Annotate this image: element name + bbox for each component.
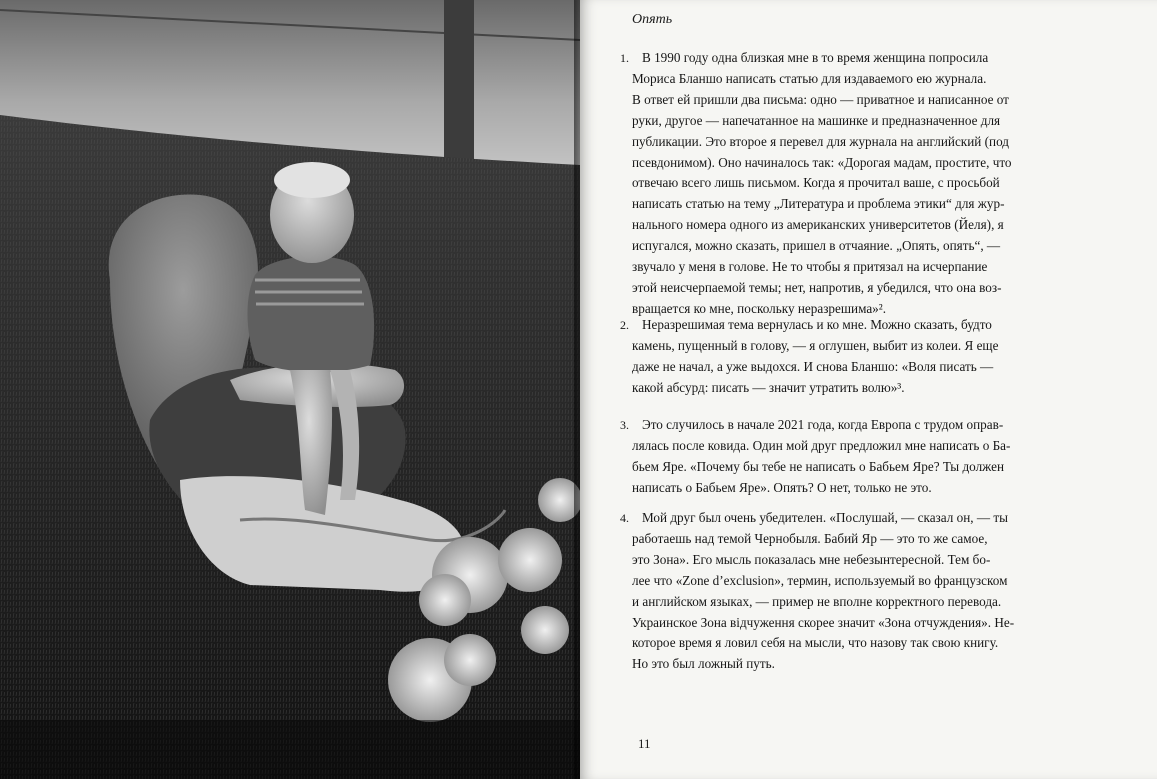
text-line: камень, пущенный в голову, — я оглушен, выбит из колеи. Я еще (632, 337, 999, 353)
text-line: какой абсурд: писать — значит утратить волю»³. (632, 379, 905, 395)
text-line: вращается ко мне, поскольку неразрешима»². (632, 300, 887, 316)
text-line: бьем Яре. «Почему бы тебе не написать о Бабьем Яре? Ты должен (632, 458, 1005, 474)
paragraph-1 (620, 48, 1012, 320)
text-line: даже не начал, а уже выдохся. И снова Бланшо: «Воля писать — (632, 358, 994, 374)
text-line: нального номера одного из американских университетов (Йеля), я (632, 217, 1004, 233)
text-line: публикации. Это второе я перевел для журнала на английский (под (632, 133, 1009, 149)
text-line: Мориса Бланшо написать статью для издаваемого ею журнала. (632, 70, 987, 86)
text-line: В ответ ей пришли два письма: одно — приватное и написанное от (632, 91, 1009, 107)
paragraph-2 (620, 315, 1004, 399)
paragraph-number: 4. (620, 511, 629, 525)
paragraph-number: 3. (620, 418, 629, 432)
text-line: работаешь над темой Чернобыля. Бабий Яр — это то же самое, (632, 530, 988, 546)
paragraph-4 (620, 508, 1015, 675)
text-line: написать о Бабьем Яре». Опять? О нет, только не это. (632, 479, 932, 495)
text-line: которое время я ловил себя на мысли, что назову так свою книгу. (632, 635, 999, 651)
text-line: звучало у меня в голове. Не то чтобы я притязал на исчерпание (632, 259, 988, 275)
paragraph-3 (620, 415, 1011, 499)
text-line: этой неисчерпаемой темы; нет, напротив, я убедился, что она воз- (632, 279, 1002, 295)
paragraph-number: 1. (620, 51, 629, 65)
text-line: испугался, можно сказать, пришел в отчаяние. „Опять, опять“, — (632, 238, 1001, 254)
text-line: Это случилось в начале 2021 года, когда Европа с трудом оправ- (642, 417, 1004, 432)
paragraph-number: 2. (620, 318, 629, 332)
text-line: это Зона». Его мысль показалась мне небезынтересной. Тем бо- (632, 551, 991, 567)
text-line: Но это был ложный путь. (632, 656, 775, 672)
page-number: 11 (638, 736, 651, 751)
text-line: лялась после ковида. Один мой друг предложил мне написать о Ба- (632, 437, 1011, 453)
text-line: Мой друг был очень убедителен. «Послушай, — сказал он, — ты (642, 510, 1008, 525)
text-line: написать статью на тему „Литература и проблема этики“ для жур- (632, 196, 1005, 212)
text-line: и английском языках, — пример не вполне корректного перевода. (632, 593, 1002, 609)
text-line: псевдонимом). Оно начиналось так: «Дорогая мадам, простите, что (632, 154, 1012, 170)
text-page (580, 0, 1157, 779)
text-line: Украинское Зона відчуження скорее значит «Зона отчуждения». Не- (632, 614, 1015, 630)
text-line: В 1990 году одна близкая мне в то время женщина попросила (642, 50, 989, 65)
text-line: руки, другое — напечатанное на машинке и предназначенное для (632, 112, 1001, 128)
text-line: отвечаю всего лишь письмом. Когда я прочитал ваше, с просьбой (632, 175, 1000, 191)
text-line: лее что «Zone d’exclusion», термин, используемый во французском (632, 572, 1008, 588)
text-line: Неразрешимая тема вернулась и ко мне. Можно сказать, будто (642, 317, 992, 332)
running-head: Опять (632, 12, 673, 27)
